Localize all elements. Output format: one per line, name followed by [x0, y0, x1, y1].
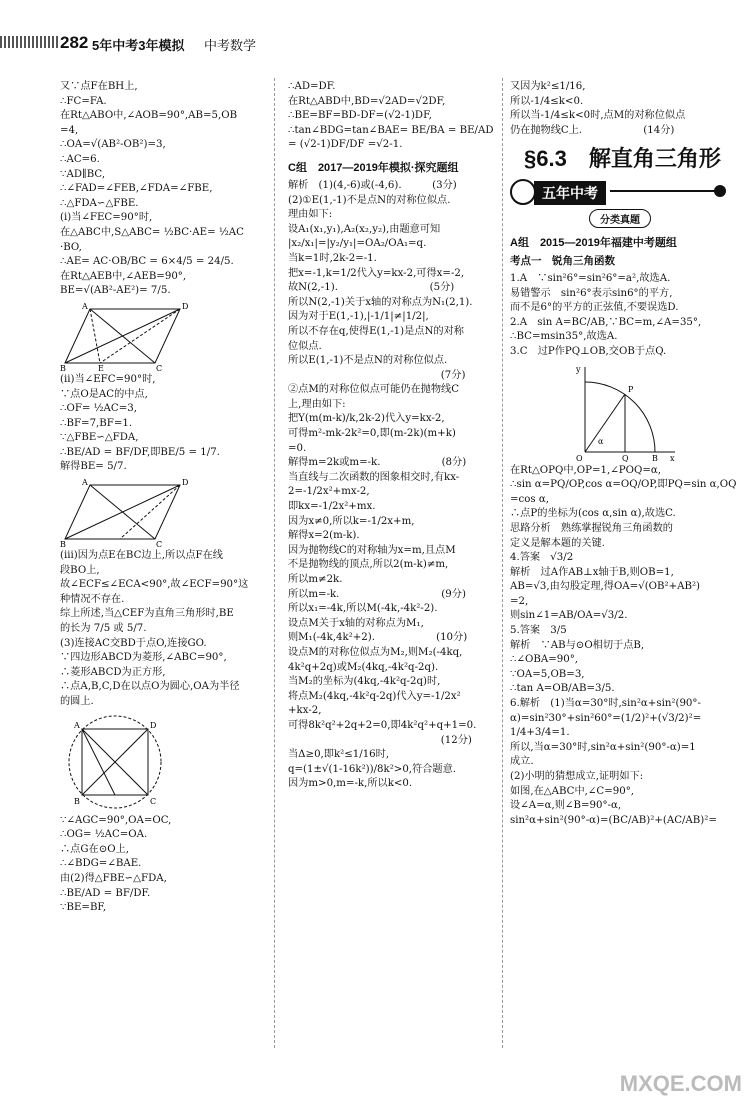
text-line: 所以N(2,-1)关于x轴的对称点为N₁(2,1).	[288, 296, 473, 308]
text-line: 在△ABC中,S△ABC= ½BC·AE= ½AC	[60, 226, 244, 238]
text-line: 在Rt△OPQ中,OP=1,∠POQ=α,	[510, 464, 661, 476]
text-line: 2=-1/2x²+mx-2,	[288, 486, 370, 498]
subject-title: 中考数学	[204, 38, 257, 53]
text-line: 可得m²-mk-2k²=0,即(m-2k)(m+k)	[288, 428, 456, 440]
column-right	[510, 80, 737, 828]
group-heading-c: C组 2017—2019年模拟·探究题组	[288, 161, 459, 174]
text-line: 4.答案 √3/2	[510, 552, 574, 564]
text-line: 的长为 7/5 或 5/7.	[60, 623, 147, 635]
text-line: 则M₁(-4k,4k²+2). (10分)	[288, 632, 468, 644]
svg-text:A: A	[82, 478, 88, 488]
bullet-icon	[714, 185, 726, 197]
section-title: §6.3 解直角三角形	[524, 146, 721, 172]
text-line: 理由如下:	[288, 209, 333, 221]
text-line: ∵AD∥BC,	[60, 168, 106, 180]
svg-text:B: B	[652, 453, 658, 462]
text-line: ∴tan A=OB/AB=3/5.	[510, 683, 615, 695]
text-line: 因为x≠0,所以k=-1/2x+m,	[288, 515, 415, 527]
rhombus-figure	[60, 301, 190, 371]
header-stripe	[0, 36, 58, 48]
text-line: 所以不存在q,使得E(1,-1)是点N的对称	[288, 325, 464, 337]
text-line: ∴OF= ½AC=3,	[60, 403, 137, 415]
group-heading-a: A组 2015—2019年福建中考题组	[510, 237, 677, 250]
text-line: =4,	[60, 124, 79, 136]
text-line: 设∠A=α,则∠B=90°-α,	[510, 800, 622, 812]
circle-square-figure	[60, 712, 170, 812]
svg-text:B: B	[60, 363, 66, 371]
svg-text:D: D	[182, 478, 189, 488]
text-line: 解得m=2k或m=-k. (8分)	[288, 457, 467, 469]
text-line: 所以m=-k. (9分)	[288, 588, 466, 600]
page-number: 282	[60, 33, 89, 52]
svg-text:C: C	[156, 363, 163, 371]
text-line: |x₂/x₁|=|y₂/y₁|=OA₂/OA₁=q.	[288, 238, 427, 250]
text-line: 故N(2,-1). (5分)	[288, 282, 455, 294]
text-line: ∴tan∠BDG=tan∠BAE= BE/BA = BE/AD	[288, 124, 494, 136]
text-line: 如图,在△ABC中,∠C=90°,	[510, 785, 635, 797]
text-line: 易错警示 sin²6°表示sin6°的平方,	[510, 287, 673, 299]
text-line: 因为m>0,m=-k,所以k<0.	[288, 778, 413, 790]
text-line: (iii)因为点E在BC边上,所以点F在线	[60, 550, 223, 562]
text-line: AB=√3,由勾股定理,得OA=√(OB²+AB²)	[510, 581, 701, 593]
text-line: 而不是6°的平方的正弦值,不要误选D.	[510, 302, 679, 314]
text-line: ∴BE/AD = BF/DF,即BE/5 = 1/7.	[60, 446, 220, 458]
text-line: (ii)当∠EFC=90°时,	[60, 373, 156, 385]
unit-circle-figure	[570, 362, 680, 462]
text-line: 当M₂的坐标为(4kq,-4k²q-2q)时,	[288, 676, 441, 688]
text-line: ∴sin α=PQ/OP,cos α=OQ/OP,即PQ=sin α,OQ	[510, 479, 737, 491]
text-line: ∴BC=msin35°,故选A.	[510, 331, 618, 343]
text-line: ∴∠BDG=∠BAE.	[60, 858, 142, 870]
svg-text:D: D	[182, 301, 189, 311]
text-line: 因为对于E(1,-1),|-1/1|≠|1/2|,	[288, 311, 429, 323]
mascot-icon	[510, 179, 536, 205]
text-line: 当Δ≥0,即k²≤1/16时,	[288, 749, 390, 761]
svg-text:E: E	[98, 363, 104, 371]
svg-text:B: B	[74, 796, 80, 806]
text-line: 设A₁(x₁,y₁),A₂(x₂,y₂),由题意可知	[288, 223, 441, 235]
svg-text:A: A	[74, 720, 80, 730]
text-line: 综上所述,当△CEF为直角三角形时,BE	[60, 608, 234, 620]
svg-text:B: B	[60, 540, 66, 548]
svg-text:α: α	[598, 436, 604, 446]
text-line: +kx-2,	[288, 705, 322, 717]
five-year-banner	[510, 179, 730, 203]
text-line: 设点M的对称位似点为M₂,则M₂(-4kq,	[288, 646, 463, 658]
svg-text:y: y	[576, 364, 581, 374]
svg-text:O: O	[576, 453, 583, 462]
text-line: 将点M₂(4kq,-4k²q-2q)代入y=-1/2x²	[288, 690, 461, 702]
text-line: ∴∠FAD=∠FEB,∠FDA=∠FBE,	[60, 183, 213, 195]
text-line: ∴AC=6.	[60, 153, 100, 165]
svg-text:A: A	[82, 301, 88, 311]
text-line: 2.A sin A=BC/AB,∵BC=m,∠A=35°,	[510, 316, 702, 328]
text-line: 所以当-1/4≤k<0时,点M的对称位似点	[510, 110, 686, 122]
text-line: 种情况不存在.	[60, 593, 125, 605]
banner-label: 五年中考	[534, 181, 606, 205]
text-line: ∵△FBE∽△FDA,	[60, 432, 139, 444]
text-line: 3.C 过P作PQ⊥OB,交OB于点Q.	[510, 345, 667, 357]
text-line: 所以-1/4≤k<0.	[510, 95, 584, 107]
text-line: 上,理由如下:	[288, 398, 346, 410]
topic-heading: 考点一 锐角三角函数	[510, 255, 615, 268]
text-line: 当直线与二次函数的图象相交时,有kx-	[288, 471, 460, 483]
svg-text:x: x	[670, 453, 675, 462]
text-line: 思路分析 熟练掌握锐角三角函数的	[510, 522, 673, 534]
text-line: (12分)	[288, 734, 472, 746]
text-line: 则sin∠1=AB/OA=√3/2.	[510, 610, 628, 622]
svg-text:D: D	[150, 720, 157, 730]
text-line: 所以,当α=30°时,sin²α+sin²(90°-α)=1	[510, 741, 696, 753]
text-line: ∴点P的坐标为(cos α,sin α),故选C.	[510, 508, 676, 520]
text-line: 的圆上.	[60, 696, 94, 707]
text-line: 因为抛物线C的对称轴为x=m,且点M	[288, 544, 456, 556]
text-line: 4k²q+2q)或M₂(4kq,-4k²q-2q).	[288, 661, 439, 673]
text-line: BE=√(AB²-AE²)= 7/5.	[60, 285, 171, 297]
text-line: 在Rt△ABD中,BD=√2AD=√2DF,	[288, 95, 446, 107]
category-tag: 分类真题	[589, 209, 651, 228]
text-line: 不是抛物线的顶点,所以2(m-k)≠m,	[288, 559, 449, 571]
rhombus-figure-2	[60, 477, 190, 547]
text-line: ∴BE/AD = BF/DF.	[60, 887, 151, 899]
text-line: 解析 (1)(4,-6)或(-4,6). (3分)	[288, 179, 457, 191]
text-line: =cos α,	[510, 493, 549, 505]
svg-text:Q: Q	[622, 453, 629, 462]
text-line: 所以E(1,-1)不是点N的对称位似点.	[288, 355, 448, 367]
text-line: ∵四边形ABCD为菱形,∠ABC=90°,	[60, 652, 227, 664]
text-line: q=(1±√(1-16k²))/8k²>0,符合题意.	[288, 763, 457, 775]
text-line: ∴点A,B,C,D在以点O为圆心,OA为半径	[60, 681, 240, 693]
text-line: 由(2)得△FBE∽△FDA,	[60, 872, 167, 884]
text-line: ∵∠AGC=90°,OA=OC,	[60, 814, 172, 826]
book-title: 5年中考3年模拟	[92, 38, 185, 53]
text-line: (2)①E(1,-1)不是点N的对称位似点.	[288, 194, 451, 206]
text-line: 定义是解本题的关键.	[510, 537, 605, 549]
text-line: 仍在抛物线C上. (14分)	[510, 124, 675, 136]
text-line: 当k=1时,2k-2=-1.	[288, 252, 377, 264]
text-line: ∴△FDA∽△FBE.	[60, 197, 139, 209]
text-line: 在Rt△ABO中,∠AOB=90°,AB=5,OB	[60, 110, 238, 122]
text-line: ∴AE= AC·OB/BC = 6×4/5 = 24/5.	[60, 256, 234, 268]
text-line: ∵BE=BF,	[60, 902, 107, 914]
text-line: 设点M关于x轴的对称点为M₁,	[288, 617, 424, 629]
text-line: 段BO上,	[60, 564, 100, 576]
text-line: 所以m≠2k.	[288, 574, 343, 585]
text-line: =2,	[510, 595, 529, 607]
text-line: 即kx=-1/2x²+mx.	[288, 501, 376, 513]
text-line: ·BO,	[60, 241, 82, 253]
svg-text:C: C	[150, 796, 157, 806]
text-line: 又∵点F在BH上,	[60, 81, 138, 92]
column-middle	[288, 80, 498, 792]
text-line: ∴OA=√(AB²-OB²)=3,	[60, 139, 166, 151]
text-line: ∴菱形ABCD为正方形,	[60, 666, 166, 678]
text-line: (i)当∠FEC=90°时,	[60, 212, 153, 224]
text-line: ∴∠OBA=90°,	[510, 654, 579, 666]
text-line: ②点M的对称位似点可能仍在抛物线C	[288, 384, 460, 396]
text-line: 所以x₁=-4k,所以M(-4k,-4k²-2).	[288, 603, 438, 615]
text-line: ∵点O是AC的中点,	[60, 388, 148, 400]
page-header	[0, 0, 750, 53]
text-line: ∴AD=DF.	[288, 81, 336, 92]
text-line: ∵OA=5,OB=3,	[510, 668, 585, 680]
column-left	[60, 80, 260, 916]
text-line: sin²α+sin²(90°-α)=(BC/AB)²+(AC/AB)²=	[510, 814, 717, 826]
text-line: ∴FC=FA.	[60, 95, 107, 107]
text-line: 又因为k²≤1/16,	[510, 81, 586, 92]
text-line: = (√2-1)DF/DF =√2-1.	[288, 139, 403, 151]
text-line: ∴BF=7,BF=1.	[60, 417, 133, 429]
text-line: 解析 ∵AB与⊙O相切于点B,	[510, 639, 645, 651]
column-divider	[502, 78, 503, 1048]
column-divider	[274, 78, 275, 1048]
svg-text:P: P	[628, 384, 634, 394]
text-line: ∴点G在⊙O上,	[60, 843, 130, 855]
text-line: 解得BE= 5/7.	[60, 461, 127, 473]
text-line: 1.A ∵sin²6°=sin²6°=a²,故选A.	[510, 272, 671, 284]
text-line: 在Rt△AEB中,∠AEB=90°,	[60, 270, 187, 282]
text-line: 解析 过A作AB⊥x轴于B,则OB=1,	[510, 566, 674, 578]
text-line: 5.答案 3/5	[510, 625, 567, 637]
text-line: =0.	[288, 442, 307, 454]
text-line: 1/4+3/4=1.	[510, 727, 570, 739]
text-line: 6.解析 (1)当α=30°时,sin²α+sin²(90°-	[510, 698, 701, 710]
text-line: (2)小明的猜想成立,证明如下:	[510, 771, 644, 782]
svg-text:C: C	[156, 540, 163, 548]
text-line: 可得8k²q²+2q+2=0,即4k²q²+q+1=0.	[288, 719, 477, 731]
text-line: α)=sin²30°+sin²60°=(1/2)²+(√3/2)²=	[510, 712, 702, 724]
text-line: (7分)	[288, 369, 466, 381]
text-line: 位似点.	[288, 340, 322, 352]
text-line: 解得x=2(m-k).	[288, 530, 360, 542]
text-line: 把Y(m(m-k)/k,2k-2)代入y=kx-2,	[288, 413, 445, 425]
watermark-logo: MXQE.COM	[619, 1071, 742, 1096]
text-line: ∴BE=BF=BD-DF=(√2-1)DF,	[288, 110, 432, 122]
text-line: 把x=-1,k=1/2代入y=kx-2,可得x=-2,	[288, 267, 465, 279]
text-line: 成立.	[510, 756, 534, 768]
text-line: ∴OG= ½AC=OA.	[60, 829, 148, 841]
text-line: 故∠ECF≤∠ECA<90°,故∠ECF=90°这	[60, 579, 249, 591]
text-line: (3)连接AC交BD于点O,连接GO.	[60, 637, 207, 649]
